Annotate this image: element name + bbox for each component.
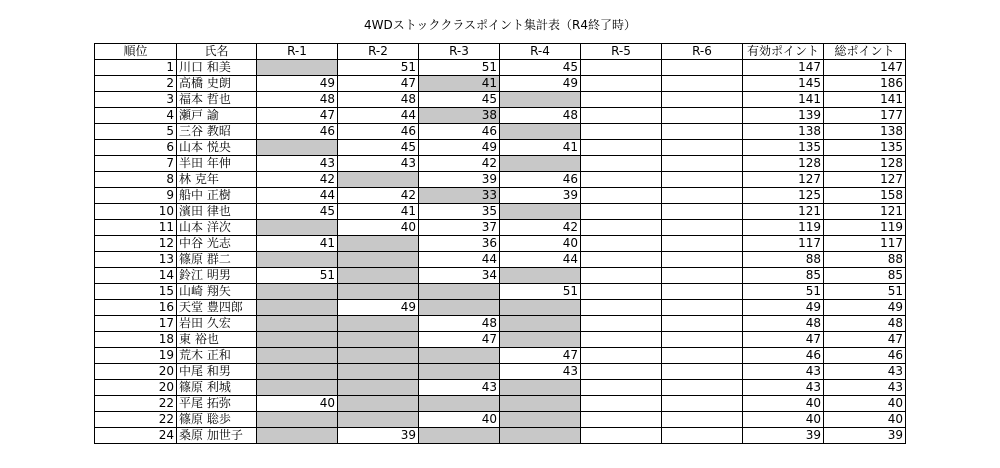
race-3-points-cell: 36 bbox=[419, 236, 500, 252]
rank-cell: 17 bbox=[95, 316, 177, 332]
table-row bbox=[95, 332, 906, 348]
total-points-cell: 127 bbox=[824, 172, 906, 188]
effective-points-cell: 85 bbox=[743, 268, 824, 284]
race-2-points-cell: 41 bbox=[338, 204, 419, 220]
name-cell: 林 克年 bbox=[177, 172, 257, 188]
total-points-cell: 85 bbox=[824, 268, 906, 284]
race-6-points-cell bbox=[662, 188, 743, 204]
effective-points-cell: 46 bbox=[743, 348, 824, 364]
race-4-points-cell bbox=[500, 412, 581, 428]
race-1-points-cell: 45 bbox=[257, 204, 338, 220]
race-2-points-cell bbox=[338, 412, 419, 428]
col-header-rank: 順位 bbox=[95, 44, 177, 60]
rank-cell: 12 bbox=[95, 236, 177, 252]
rank-cell: 15 bbox=[95, 284, 177, 300]
table-row bbox=[95, 396, 906, 412]
table-row bbox=[95, 412, 906, 428]
table-row bbox=[95, 284, 906, 300]
race-1-points-cell bbox=[257, 252, 338, 268]
name-cell: 篠原 群二 bbox=[177, 252, 257, 268]
total-points-cell: 121 bbox=[824, 204, 906, 220]
race-2-points-cell: 47 bbox=[338, 76, 419, 92]
total-points-cell: 88 bbox=[824, 252, 906, 268]
effective-points-cell: 119 bbox=[743, 220, 824, 236]
table-row bbox=[95, 124, 906, 140]
effective-points-cell: 51 bbox=[743, 284, 824, 300]
race-5-points-cell bbox=[581, 348, 662, 364]
col-header-r3: R-3 bbox=[419, 44, 500, 60]
race-2-points-cell bbox=[338, 364, 419, 380]
name-cell: 山本 悦央 bbox=[177, 140, 257, 156]
race-5-points-cell bbox=[581, 204, 662, 220]
race-3-points-cell: 51 bbox=[419, 60, 500, 76]
table-row bbox=[95, 220, 906, 236]
race-4-points-cell bbox=[500, 428, 581, 444]
effective-points-cell: 141 bbox=[743, 92, 824, 108]
effective-points-cell: 121 bbox=[743, 204, 824, 220]
col-header-effective-points: 有効ポイント bbox=[743, 44, 824, 60]
race-5-points-cell bbox=[581, 140, 662, 156]
race-3-points-cell: 33 bbox=[419, 188, 500, 204]
effective-points-cell: 135 bbox=[743, 140, 824, 156]
total-points-cell: 49 bbox=[824, 300, 906, 316]
race-5-points-cell bbox=[581, 76, 662, 92]
rank-cell: 4 bbox=[95, 108, 177, 124]
table-row bbox=[95, 140, 906, 156]
race-3-points-cell: 48 bbox=[419, 316, 500, 332]
table-row bbox=[95, 316, 906, 332]
effective-points-cell: 139 bbox=[743, 108, 824, 124]
rank-cell: 6 bbox=[95, 140, 177, 156]
rank-cell: 19 bbox=[95, 348, 177, 364]
race-5-points-cell bbox=[581, 124, 662, 140]
total-points-cell: 47 bbox=[824, 332, 906, 348]
race-2-points-cell: 46 bbox=[338, 124, 419, 140]
race-4-points-cell bbox=[500, 204, 581, 220]
header-row bbox=[95, 44, 906, 60]
name-cell: 山本 洋次 bbox=[177, 220, 257, 236]
name-cell: 高橋 史朗 bbox=[177, 76, 257, 92]
race-4-points-cell bbox=[500, 396, 581, 412]
col-header-r4: R-4 bbox=[500, 44, 581, 60]
total-points-cell: 51 bbox=[824, 284, 906, 300]
name-cell: 山崎 翔矢 bbox=[177, 284, 257, 300]
race-6-points-cell bbox=[662, 284, 743, 300]
race-1-points-cell bbox=[257, 300, 338, 316]
total-points-cell: 46 bbox=[824, 348, 906, 364]
effective-points-cell: 47 bbox=[743, 332, 824, 348]
race-1-points-cell bbox=[257, 412, 338, 428]
race-2-points-cell: 40 bbox=[338, 220, 419, 236]
race-4-points-cell bbox=[500, 124, 581, 140]
rank-cell: 10 bbox=[95, 204, 177, 220]
race-3-points-cell bbox=[419, 348, 500, 364]
race-1-points-cell: 42 bbox=[257, 172, 338, 188]
race-3-points-cell: 46 bbox=[419, 124, 500, 140]
race-5-points-cell bbox=[581, 332, 662, 348]
table-row bbox=[95, 364, 906, 380]
rank-cell: 22 bbox=[95, 412, 177, 428]
rank-cell: 20 bbox=[95, 380, 177, 396]
rank-cell: 3 bbox=[95, 92, 177, 108]
race-2-points-cell: 49 bbox=[338, 300, 419, 316]
total-points-cell: 43 bbox=[824, 364, 906, 380]
effective-points-cell: 138 bbox=[743, 124, 824, 140]
race-4-points-cell: 40 bbox=[500, 236, 581, 252]
race-2-points-cell bbox=[338, 396, 419, 412]
table-row bbox=[95, 156, 906, 172]
race-5-points-cell bbox=[581, 220, 662, 236]
race-1-points-cell: 41 bbox=[257, 236, 338, 252]
effective-points-cell: 117 bbox=[743, 236, 824, 252]
name-cell: 濱田 律也 bbox=[177, 204, 257, 220]
total-points-cell: 117 bbox=[824, 236, 906, 252]
race-6-points-cell bbox=[662, 396, 743, 412]
race-4-points-cell: 46 bbox=[500, 172, 581, 188]
race-1-points-cell: 44 bbox=[257, 188, 338, 204]
total-points-cell: 39 bbox=[824, 428, 906, 444]
race-6-points-cell bbox=[662, 220, 743, 236]
name-cell: 福本 哲也 bbox=[177, 92, 257, 108]
race-3-points-cell: 41 bbox=[419, 76, 500, 92]
race-6-points-cell bbox=[662, 236, 743, 252]
race-1-points-cell: 48 bbox=[257, 92, 338, 108]
race-3-points-cell bbox=[419, 284, 500, 300]
effective-points-cell: 147 bbox=[743, 60, 824, 76]
table-row bbox=[95, 204, 906, 220]
rank-cell: 8 bbox=[95, 172, 177, 188]
name-cell: 桑原 加世子 bbox=[177, 428, 257, 444]
race-5-points-cell bbox=[581, 92, 662, 108]
rank-cell: 16 bbox=[95, 300, 177, 316]
race-3-points-cell: 45 bbox=[419, 92, 500, 108]
name-cell: 篠原 聡歩 bbox=[177, 412, 257, 428]
race-2-points-cell: 51 bbox=[338, 60, 419, 76]
race-5-points-cell bbox=[581, 60, 662, 76]
race-1-points-cell: 47 bbox=[257, 108, 338, 124]
table-row bbox=[95, 92, 906, 108]
race-1-points-cell bbox=[257, 220, 338, 236]
race-2-points-cell bbox=[338, 268, 419, 284]
race-3-points-cell: 35 bbox=[419, 204, 500, 220]
race-6-points-cell bbox=[662, 428, 743, 444]
table-row bbox=[95, 236, 906, 252]
effective-points-cell: 88 bbox=[743, 252, 824, 268]
race-1-points-cell bbox=[257, 428, 338, 444]
race-1-points-cell bbox=[257, 316, 338, 332]
race-5-points-cell bbox=[581, 300, 662, 316]
race-5-points-cell bbox=[581, 188, 662, 204]
race-4-points-cell: 41 bbox=[500, 140, 581, 156]
race-3-points-cell: 37 bbox=[419, 220, 500, 236]
race-1-points-cell bbox=[257, 364, 338, 380]
total-points-cell: 43 bbox=[824, 380, 906, 396]
race-1-points-cell bbox=[257, 332, 338, 348]
race-2-points-cell: 48 bbox=[338, 92, 419, 108]
race-3-points-cell: 42 bbox=[419, 156, 500, 172]
race-4-points-cell bbox=[500, 92, 581, 108]
effective-points-cell: 128 bbox=[743, 156, 824, 172]
name-cell: 瀬戸 諭 bbox=[177, 108, 257, 124]
total-points-cell: 135 bbox=[824, 140, 906, 156]
race-4-points-cell: 48 bbox=[500, 108, 581, 124]
rank-cell: 20 bbox=[95, 364, 177, 380]
table-row bbox=[95, 76, 906, 92]
table-row bbox=[95, 172, 906, 188]
rank-cell: 22 bbox=[95, 396, 177, 412]
table-row bbox=[95, 108, 906, 124]
rank-cell: 24 bbox=[95, 428, 177, 444]
race-1-points-cell bbox=[257, 140, 338, 156]
race-2-points-cell bbox=[338, 172, 419, 188]
name-cell: 篠原 利城 bbox=[177, 380, 257, 396]
race-2-points-cell bbox=[338, 236, 419, 252]
race-3-points-cell bbox=[419, 396, 500, 412]
name-cell: 天堂 豊四郎 bbox=[177, 300, 257, 316]
effective-points-cell: 43 bbox=[743, 380, 824, 396]
col-header-total-points: 総ポイント bbox=[824, 44, 906, 60]
table-row bbox=[95, 60, 906, 76]
race-2-points-cell: 45 bbox=[338, 140, 419, 156]
race-5-points-cell bbox=[581, 428, 662, 444]
col-header-r2: R-2 bbox=[338, 44, 419, 60]
rank-cell: 2 bbox=[95, 76, 177, 92]
total-points-cell: 186 bbox=[824, 76, 906, 92]
col-header-r1: R-1 bbox=[257, 44, 338, 60]
race-6-points-cell bbox=[662, 156, 743, 172]
race-6-points-cell bbox=[662, 140, 743, 156]
name-cell: 東 裕也 bbox=[177, 332, 257, 348]
race-2-points-cell bbox=[338, 348, 419, 364]
race-6-points-cell bbox=[662, 268, 743, 284]
race-2-points-cell bbox=[338, 332, 419, 348]
race-2-points-cell: 39 bbox=[338, 428, 419, 444]
effective-points-cell: 49 bbox=[743, 300, 824, 316]
race-6-points-cell bbox=[662, 60, 743, 76]
table-row bbox=[95, 252, 906, 268]
race-5-points-cell bbox=[581, 396, 662, 412]
race-4-points-cell bbox=[500, 380, 581, 396]
total-points-cell: 48 bbox=[824, 316, 906, 332]
table-row bbox=[95, 188, 906, 204]
effective-points-cell: 145 bbox=[743, 76, 824, 92]
race-1-points-cell: 40 bbox=[257, 396, 338, 412]
race-4-points-cell: 43 bbox=[500, 364, 581, 380]
race-2-points-cell bbox=[338, 252, 419, 268]
race-4-points-cell: 45 bbox=[500, 60, 581, 76]
table-row bbox=[95, 348, 906, 364]
race-4-points-cell bbox=[500, 268, 581, 284]
race-1-points-cell: 46 bbox=[257, 124, 338, 140]
race-4-points-cell: 51 bbox=[500, 284, 581, 300]
race-6-points-cell bbox=[662, 348, 743, 364]
race-4-points-cell: 44 bbox=[500, 252, 581, 268]
effective-points-cell: 48 bbox=[743, 316, 824, 332]
race-3-points-cell: 49 bbox=[419, 140, 500, 156]
rank-cell: 18 bbox=[95, 332, 177, 348]
race-5-points-cell bbox=[581, 156, 662, 172]
race-3-points-cell: 44 bbox=[419, 252, 500, 268]
race-4-points-cell: 42 bbox=[500, 220, 581, 236]
race-3-points-cell bbox=[419, 364, 500, 380]
table-row bbox=[95, 428, 906, 444]
table-row bbox=[95, 380, 906, 396]
total-points-cell: 158 bbox=[824, 188, 906, 204]
effective-points-cell: 39 bbox=[743, 428, 824, 444]
race-1-points-cell bbox=[257, 284, 338, 300]
race-5-points-cell bbox=[581, 252, 662, 268]
rank-cell: 5 bbox=[95, 124, 177, 140]
race-6-points-cell bbox=[662, 92, 743, 108]
rank-cell: 13 bbox=[95, 252, 177, 268]
race-4-points-cell bbox=[500, 300, 581, 316]
race-5-points-cell bbox=[581, 284, 662, 300]
race-6-points-cell bbox=[662, 332, 743, 348]
total-points-cell: 119 bbox=[824, 220, 906, 236]
rank-cell: 1 bbox=[95, 60, 177, 76]
total-points-cell: 128 bbox=[824, 156, 906, 172]
race-3-points-cell bbox=[419, 428, 500, 444]
name-cell: 川口 和美 bbox=[177, 60, 257, 76]
race-6-points-cell bbox=[662, 108, 743, 124]
race-1-points-cell bbox=[257, 380, 338, 396]
race-2-points-cell bbox=[338, 316, 419, 332]
effective-points-cell: 125 bbox=[743, 188, 824, 204]
race-3-points-cell: 40 bbox=[419, 412, 500, 428]
total-points-cell: 40 bbox=[824, 412, 906, 428]
race-6-points-cell bbox=[662, 412, 743, 428]
race-5-points-cell bbox=[581, 380, 662, 396]
race-2-points-cell: 42 bbox=[338, 188, 419, 204]
table-row bbox=[95, 268, 906, 284]
race-5-points-cell bbox=[581, 236, 662, 252]
rank-cell: 14 bbox=[95, 268, 177, 284]
race-3-points-cell: 39 bbox=[419, 172, 500, 188]
effective-points-cell: 40 bbox=[743, 396, 824, 412]
race-6-points-cell bbox=[662, 76, 743, 92]
race-5-points-cell bbox=[581, 172, 662, 188]
race-2-points-cell bbox=[338, 284, 419, 300]
race-1-points-cell: 49 bbox=[257, 76, 338, 92]
rank-cell: 9 bbox=[95, 188, 177, 204]
race-6-points-cell bbox=[662, 204, 743, 220]
total-points-cell: 147 bbox=[824, 60, 906, 76]
race-3-points-cell: 34 bbox=[419, 268, 500, 284]
total-points-cell: 40 bbox=[824, 396, 906, 412]
race-5-points-cell bbox=[581, 364, 662, 380]
total-points-cell: 141 bbox=[824, 92, 906, 108]
name-cell: 船中 正樹 bbox=[177, 188, 257, 204]
race-4-points-cell: 39 bbox=[500, 188, 581, 204]
race-1-points-cell bbox=[257, 60, 338, 76]
race-1-points-cell bbox=[257, 348, 338, 364]
effective-points-cell: 127 bbox=[743, 172, 824, 188]
race-1-points-cell: 43 bbox=[257, 156, 338, 172]
table-row bbox=[95, 300, 906, 316]
col-header-name: 氏名 bbox=[177, 44, 257, 60]
name-cell: 荒木 正和 bbox=[177, 348, 257, 364]
race-2-points-cell bbox=[338, 380, 419, 396]
name-cell: 中谷 光志 bbox=[177, 236, 257, 252]
effective-points-cell: 40 bbox=[743, 412, 824, 428]
effective-points-cell: 43 bbox=[743, 364, 824, 380]
name-cell: 中尾 和男 bbox=[177, 364, 257, 380]
points-table bbox=[94, 43, 906, 444]
name-cell: 三谷 教昭 bbox=[177, 124, 257, 140]
col-header-r6: R-6 bbox=[662, 44, 743, 60]
race-2-points-cell: 44 bbox=[338, 108, 419, 124]
total-points-cell: 177 bbox=[824, 108, 906, 124]
total-points-cell: 138 bbox=[824, 124, 906, 140]
race-6-points-cell bbox=[662, 380, 743, 396]
race-5-points-cell bbox=[581, 108, 662, 124]
race-3-points-cell: 43 bbox=[419, 380, 500, 396]
race-4-points-cell bbox=[500, 332, 581, 348]
race-3-points-cell: 38 bbox=[419, 108, 500, 124]
race-5-points-cell bbox=[581, 316, 662, 332]
rank-cell: 7 bbox=[95, 156, 177, 172]
race-5-points-cell bbox=[581, 412, 662, 428]
race-4-points-cell: 47 bbox=[500, 348, 581, 364]
rank-cell: 11 bbox=[95, 220, 177, 236]
race-6-points-cell bbox=[662, 172, 743, 188]
name-cell: 鈴江 明男 bbox=[177, 268, 257, 284]
name-cell: 半田 年伸 bbox=[177, 156, 257, 172]
race-4-points-cell: 49 bbox=[500, 76, 581, 92]
race-3-points-cell: 47 bbox=[419, 332, 500, 348]
race-6-points-cell bbox=[662, 252, 743, 268]
race-4-points-cell bbox=[500, 316, 581, 332]
race-6-points-cell bbox=[662, 300, 743, 316]
race-5-points-cell bbox=[581, 268, 662, 284]
race-2-points-cell: 43 bbox=[338, 156, 419, 172]
race-4-points-cell bbox=[500, 156, 581, 172]
name-cell: 平尾 拓弥 bbox=[177, 396, 257, 412]
page-title: 4WDストッククラスポイント集計表（R4終了時） bbox=[364, 18, 636, 32]
race-6-points-cell bbox=[662, 124, 743, 140]
race-1-points-cell: 51 bbox=[257, 268, 338, 284]
race-6-points-cell bbox=[662, 364, 743, 380]
race-6-points-cell bbox=[662, 316, 743, 332]
race-3-points-cell bbox=[419, 300, 500, 316]
name-cell: 岩田 久宏 bbox=[177, 316, 257, 332]
col-header-r5: R-5 bbox=[581, 44, 662, 60]
